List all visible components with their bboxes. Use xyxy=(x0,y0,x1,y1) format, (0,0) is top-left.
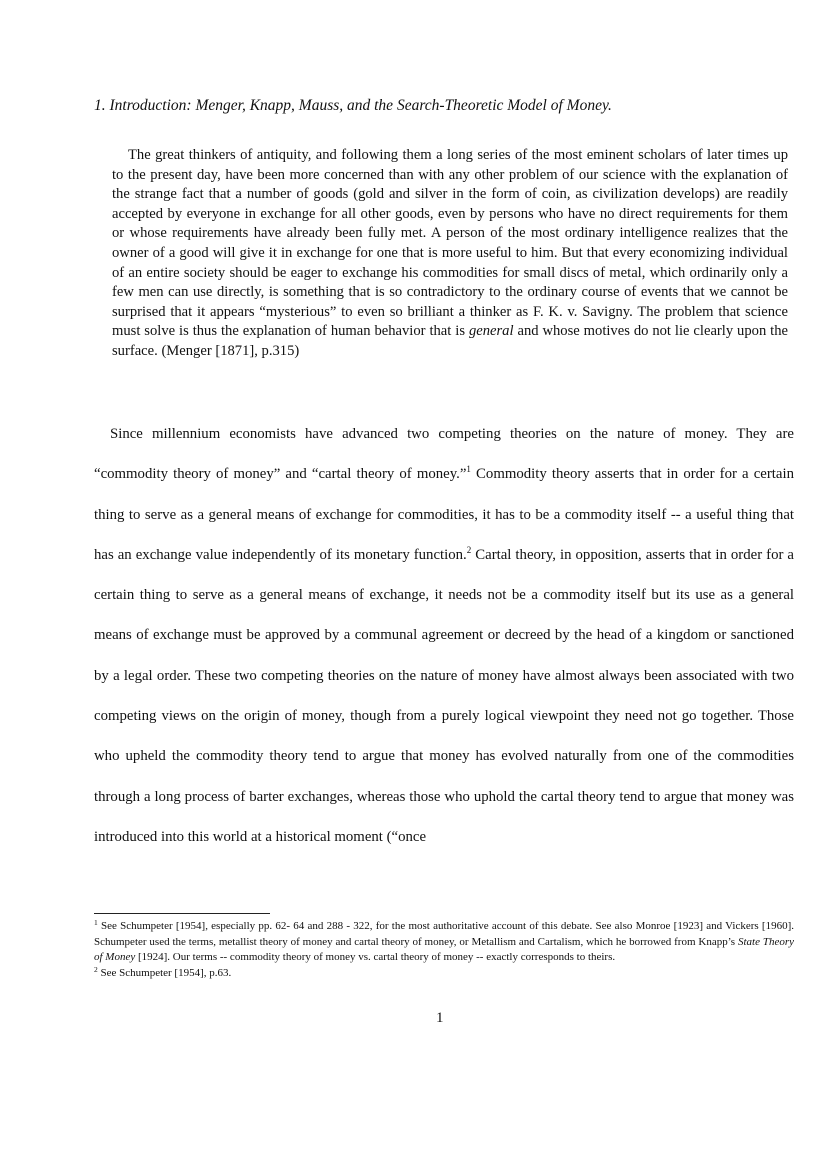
footnote-2-mark: 2 xyxy=(94,964,98,974)
footnote-1 xyxy=(94,919,794,966)
footnotes xyxy=(94,919,794,981)
page-number: 1 xyxy=(436,1010,444,1026)
body-paragraph xyxy=(94,414,794,857)
body-part-3: Cartal theory, in opposition, asserts that in order for a certain thing to serve as a general means of exchange, it needs not be a commodity itself but its use as a general means of exchange must be approved by a communal agreement or decreed by the head of a kingdom or sanctioned by a legal order. These two competing theories on the nature of money have almost always been associated with two competing views on the origin of money, though from a purely logical viewpoint they need not go together. Those who upheld the commodity theory tend to argue that money has evolved naturally from one of the commodities through a long process of barter exchanges, whereas those who uphold the cartal theory tend to argue that money was introduced into this world at a historical moment (“once xyxy=(94,546,794,845)
body-part-2: Commodity theory asserts that in order for a certain thing to serve as a general means of exchange for commodities, it has to be a commodity itself -- a useful thing that has an exchange value independently of its monetary function. xyxy=(94,466,794,563)
footnote-ref-1[interactable]: 1 xyxy=(466,464,471,475)
footnote-ref-2[interactable]: 2 xyxy=(466,544,472,555)
block-quote xyxy=(112,146,788,362)
footnote-2 xyxy=(94,966,794,982)
footnote-1-title: State Theory of Money xyxy=(94,935,794,963)
section-heading: 1. Introduction: Menger, Knapp, Mauss, and the Search-Theoretic Model of Money. xyxy=(94,97,612,114)
body-part-1: Since millennium economists have advanced two competing theories on the nature of money. They are “commodity theory of money” and “cartal theory of money.” xyxy=(94,426,794,483)
footnote-2-text: See Schumpeter [1954], p.63. xyxy=(97,966,232,979)
quote-emphasis: general xyxy=(468,323,514,340)
quote-text: The great thinkers of antiquity, and following them a long series of the most eminent scholars of later times up to the present day, have been more concerned than with any other problem of our science with the explanation of the strange fact that a number of goods (gold and silver in the form of coin, as civilization develops) are readily accepted by everyone in exchange for all other goods, even by persons who have no direct requirements for them or whose requirements have already been fully met. A person of the most ordinary intelligence realizes that the owner of a good will give it in exchange for one that is more useful to him. But that every economizing individual of an entire society should be eager to exchange his commodities for small discs of metal, which ordinarily only a few men can use directly, is something that is so contradictory to the ordinary course of events that we cannot be surprised that it appears “mysterious” to even so brilliant a thinker as F. K. v. Savigny. The problem that science must solve is thus the explanation of human behavior that is xyxy=(112,147,788,340)
footnote-1-mark: 1 xyxy=(94,918,98,927)
footnote-separator xyxy=(94,913,270,914)
quote-text-end: and whose motives do not lie clearly upon the surface. xyxy=(112,323,789,359)
footnote-1-text-b: [1924]. Our terms -- commodity theory of money vs. cartal theory of money -- exactly corresponds to theirs. xyxy=(135,951,616,963)
quote-citation: (Menger [1871], p.315) xyxy=(161,342,300,359)
footnote-1-text-a: See Schumpeter [1954], especially pp. 62- 64 and 288 - 322, for the most authoritative account of this debate. See also Monroe [1923] and Vickers [1960]. Schumpeter used the terms, metallist theory of money and cartal theory of money, or Metallism and Cartalism, which he borrowed from Knapp’s xyxy=(94,920,794,948)
